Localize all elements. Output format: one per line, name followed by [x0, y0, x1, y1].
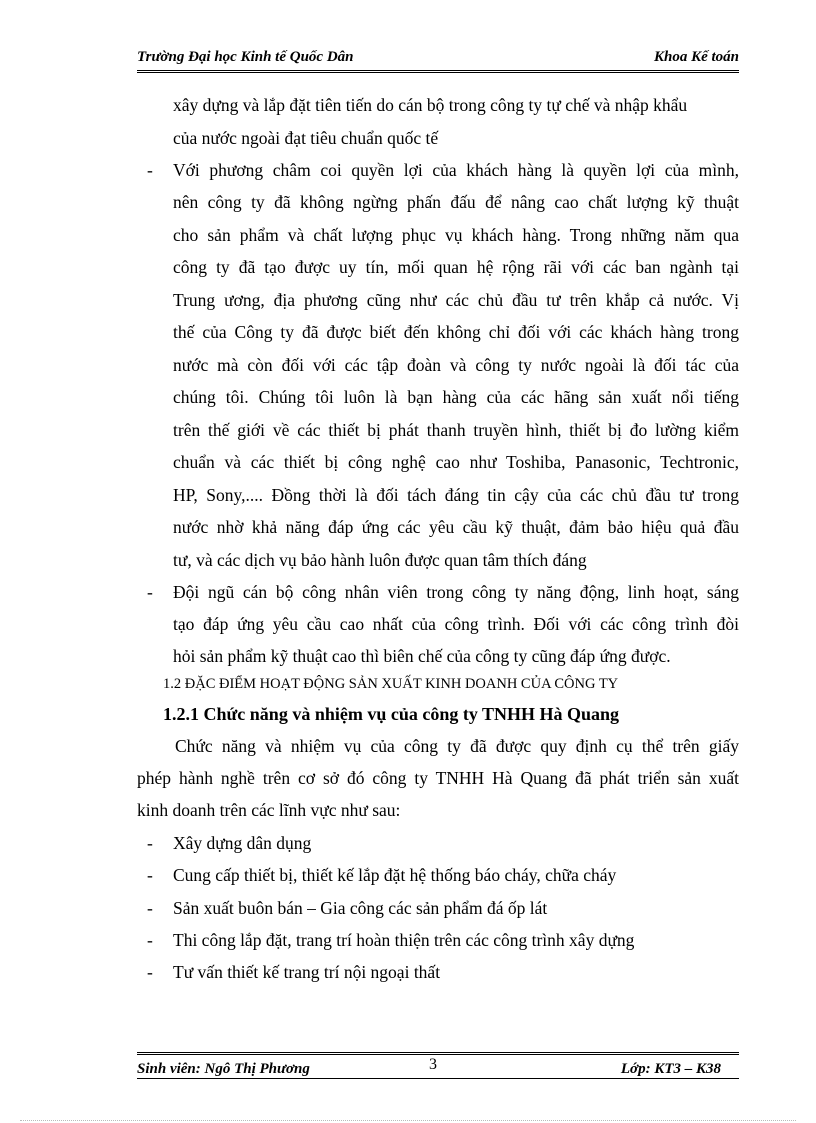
list-dash: - — [147, 930, 153, 950]
subsection-heading: 1.2.1 Chức năng và nhiệm vụ của công ty TNHH Hà Quang — [163, 704, 620, 724]
text-line: trên thế giới về các thiết bị phát thanh truyền hình, thiết bị đo lường kiểm — [173, 420, 739, 440]
footer-class: Lớp: KT3 – K38 — [620, 1061, 721, 1077]
text-line: tạo đáp ứng yêu cầu cao nhất của công trình. Đối với các công trình đòi — [173, 614, 739, 634]
footer-rule — [137, 1078, 739, 1079]
text-line: nước mà còn đối với các tập đoàn và công ty nước ngoài là đối tác của — [173, 355, 739, 375]
text-line: của nước ngoài đạt tiêu chuẩn quốc tế — [173, 128, 439, 148]
list-item: Cung cấp thiết bị, thiết kế lắp đặt hệ thống báo cháy, chữa cháy — [173, 865, 617, 885]
text-line: chúng tôi. Chúng tôi luôn là bạn hàng của các hãng sản xuất nổi tiếng — [173, 387, 739, 407]
text-line: phép hành nghề trên cơ sở đó công ty TNHH Hà Quang đã phát triển sản xuất — [137, 768, 739, 788]
text-line: tư, và các dịch vụ bảo hành luôn được quan tâm thích đáng — [173, 550, 587, 570]
text-line: Đội ngũ cán bộ công nhân viên trong công ty năng động, linh hoạt, sáng — [173, 582, 739, 602]
text-line: xây dựng và lắp đặt tiên tiến do cán bộ trong công ty tự chế và nhập khẩu — [173, 95, 688, 115]
list-item: Tư vấn thiết kế trang trí nội ngoại thất — [173, 962, 441, 982]
text-line: chuẩn và các thiết bị công nghệ cao như Toshiba, Panasonic, Techtronic, — [173, 452, 739, 472]
page-header — [137, 46, 739, 73]
bullet-dash: - — [147, 582, 153, 602]
text-line: Chức năng và nhiệm vụ của công ty đã được quy định cụ thể trên giấy — [175, 736, 739, 756]
text-line: HP, Sony,.... Đồng thời là đối tách đáng tin cậy của các chủ đầu tư trong — [173, 485, 739, 505]
text-line: Trung ương, địa phương cũng như các chủ đầu tư trên khắp cả nước. Vị — [173, 290, 739, 310]
list-dash: - — [147, 898, 153, 918]
list-dash: - — [147, 962, 153, 982]
text-line: Với phương châm coi quyền lợi của khách hàng là quyền lợi của mình, — [173, 160, 739, 180]
text-line: công ty đã tạo được uy tín, mối quan hệ rộng rãi với các ban ngành tại — [173, 257, 739, 277]
list-item: Thi công lắp đặt, trang trí hoàn thiện trên các công trình xây dựng — [173, 930, 635, 950]
text-line: thế của Công ty đã được biết đến không chỉ đối với các khách hàng trong — [173, 322, 739, 342]
bullet-dash: - — [147, 160, 153, 180]
text-line: nước nhờ khả năng đáp ứng các yêu cầu kỹ thuật, đảm bảo hiệu quả đầu — [173, 517, 739, 537]
page-number: 3 — [429, 1056, 437, 1073]
section-heading: 1.2 ĐẶC ĐIỂM HOẠT ĐỘNG SẢN XUẤT KINH DOANH CỦA CÔNG TY — [163, 676, 619, 692]
list-dash: - — [147, 865, 153, 885]
list-item: Sản xuất buôn bán – Gia công các sản phẩm đá ốp lát — [173, 898, 548, 918]
text-line: hỏi sản phẩm kỹ thuật cao thì biên chế của công ty cũng đáp ứng được. — [173, 646, 671, 666]
text-line: kinh doanh trên các lĩnh vực như sau: — [137, 800, 401, 820]
header-faculty: Khoa Kế toán — [653, 49, 739, 65]
page-footer — [137, 1052, 739, 1081]
text-line: nên công ty đã không ngừng phấn đấu để nâng cao chất lượng kỹ thuật — [173, 192, 739, 212]
header-school: Trường Đại học Kinh tế Quốc Dân — [137, 49, 354, 65]
text-line: cho sản phẩm và chất lượng phục vụ khách hàng. Trong những năm qua — [173, 225, 739, 245]
footer-student: Sinh viên: Ngô Thị Phương — [137, 1061, 310, 1077]
list-dash: - — [147, 833, 153, 853]
page-edge-divider — [20, 1120, 796, 1121]
list-item: Xây dựng dân dụng — [173, 833, 312, 853]
